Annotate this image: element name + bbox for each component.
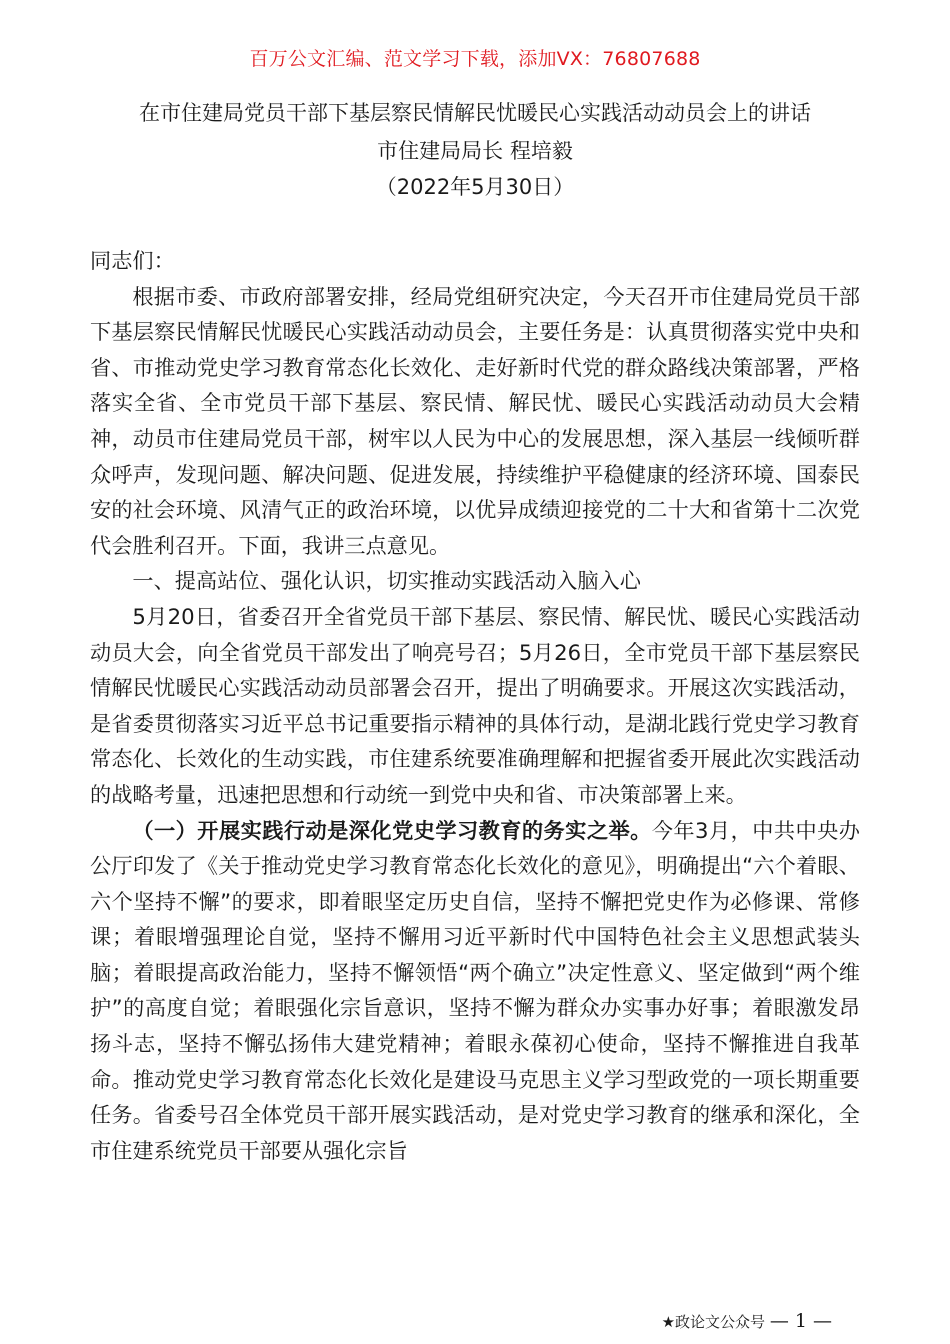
subsection-heading-1: （一）开展实践行动是深化党史学习教育的务实之举。 bbox=[132, 817, 652, 843]
page-number: — 1 — bbox=[769, 1310, 832, 1332]
salutation: 同志们： bbox=[90, 248, 175, 273]
page-footer bbox=[662, 1308, 832, 1335]
paragraph-intro: 根据市委、市政府部署安排，经局党组研究决定，今天召开市住建局党员干部下基层察民情解民忧暖民心实践活动动员会，主要任务是：认真贯彻落实党中央和省、市推动党史学习教育常态化长效化、走好新时代党的群众路线决策部署，严格落实全省、全市党员干部下基层、察民情、解民忧、暖民心实践活动动员大会精神，动员市住建局党员干部，树牢以人民为中心的发展思想，深入基层一线倾听群众呼声，发现问题、解决问题、促进发展，持续维护平稳健康的经济环境、国泰民安的社会环境、风清气正的政治环境，以优异成绩迎接党的二十大和省第十二次党代会胜利召开。下面，我讲三点意见。 bbox=[90, 283, 860, 558]
paragraph-context: 5月20日，省委召开全省党员干部下基层、察民情、解民忧、暖民心实践活动动员大会，向全省党员干部发出了响亮号召；5月26日，全市党员干部下基层察民情解民忧暖民心实践活动动员部署会召开，提出了明确要求。开展这次实践活动，是省委贯彻落实习近平总书记重要指示精神的具体行动，是湖北践行党史学习教育常态化、长效化的生动实践，市住建系统要准确理解和把握省委开展此次实践活动的战略考量，迅速把思想和行动统一到党中央和省、市决策部署上来。 bbox=[90, 603, 860, 807]
paragraph-subsection-1 bbox=[90, 813, 860, 1169]
subsection-text-1: 今年3月，中共中央办公厅印发了《关于推动党史学习教育常态化长效化的意见》，明确提出“六个着眼、六个坚持不懈”的要求，即着眼坚定历史自信，坚持不懈把党史作为必修课、常修课；着眼增强理论自觉，坚持不懈用习近平新时代中国特色社会主义思想武装头脑；着眼提高政治能力，坚持不懈领悟“两个确立”决定性意义、坚定做到“两个维护”的高度自觉；着眼强化宗旨意识，坚持不懈为群众办实事办好事；着眼激发昂扬斗志，坚持不懈弘扬伟大建党精神；着眼永葆初心使命，坚持不懈推进自我革命。推动党史学习教育常态化长效化是建设马克思主义学习型政党的一项长期重要任务。省委号召全体党员干部开展实践活动，是对党史学习教育的继承和深化，全市住建系统党员干部要从强化宗旨 bbox=[90, 817, 860, 1163]
speaker-line: 市住建局局长 程培毅 bbox=[377, 139, 573, 163]
document-title: 在市住建局党员干部下基层察民情解民忧暖民心实践活动动员会上的讲话 bbox=[139, 101, 811, 125]
date-line: （2022年5月30日） bbox=[375, 175, 575, 199]
document-body bbox=[90, 243, 860, 1168]
footer-source: ★政论文公众号 bbox=[661, 1313, 766, 1331]
promo-banner: 百万公文汇编、范文学习下载，添加VX：76807688 bbox=[249, 48, 701, 70]
section-heading-1: 一、提高站位、强化认识，切实推动实践活动入脑入心 bbox=[132, 568, 641, 594]
